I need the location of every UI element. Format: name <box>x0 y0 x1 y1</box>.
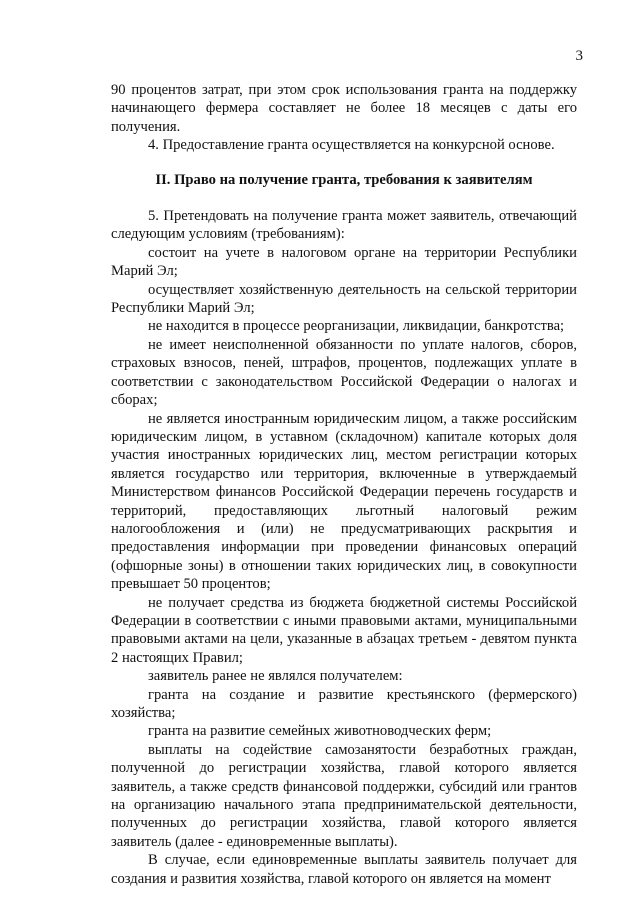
list-item-self-employment-payments: выплаты на содействие самозанятости безработных граждан, полученной до регистрации хозяйства, главой которого является заявитель, а также средств финансовой поддержки, субсидий или грантов на организацию начального этапа предпринимательской деятельности, полученных до регистрации хозяйства, главой которого является заявитель (далее - единовременные выплаты). <box>111 741 577 850</box>
condition-tax-registration: состоит на учете в налоговом органе на территории Республики Марий Эл; <box>111 244 577 280</box>
condition-no-budget-funds: не получает средства из бюджета бюджетной системы Российской Федерации в соответствии с иными правовыми актами, муниципальными правовыми актами на цели, указанные в абзацах третьем - девятом пункта 2 настоящих Правил; <box>111 594 577 666</box>
document-body <box>111 81 577 888</box>
condition-not-foreign-entity: не является иностранным юридическим лицом, а также российским юридическим лицом, в уставном (складочном) капитале которых доля участия иностранных юридических лиц, местом регистрации которых является государство или территория, включенные в утверждаемый Министерством финансов Российской Федерации перечень государств и территорий, предоставляющих льготный налоговый режим налогообложения и (или) не предусматривающих раскрытия и предоставления информации при проведении финансовых операций (офшорные зоны) в отношении таких юридических лиц, в совокупности превышает 50 процентов; <box>111 410 577 593</box>
paragraph-one-time-payments: В случае, если единовременные выплаты заявитель получает для создания и развития хозяйства, главой которого он является на момент <box>111 852 577 887</box>
condition-rural-activity: осуществляет хозяйственную деятельность на сельской территории Республики Марий Эл; <box>111 281 577 317</box>
condition-no-tax-debt: не имеет неисполненной обязанности по уплате налогов, сборов, страховых взносов, пеней, штрафов, процентов, подлежащих уплате в соответствии с законодательством Российской Федерации о налогах и сборах; <box>111 336 577 409</box>
page-number: 3 <box>575 48 583 64</box>
condition-not-previous-recipient: заявитель ранее не являлся получателем: <box>148 668 403 685</box>
paragraph-continuation: 90 процентов затрат, при этом срок использования гранта на поддержку начинающего фермера составляет не более 18 месяцев с даты его получения. <box>111 82 577 135</box>
condition-no-reorganization: не находится в процессе реорганизации, ликвидации, банкротства; <box>148 318 565 335</box>
list-item-farm-grant: гранта на создание и развитие крестьянского (фермерского) хозяйства; <box>111 686 577 721</box>
paragraph-item-5: 5. Претендовать на получение гранта может заявитель, отвечающий следующим условиям (требованиям): <box>111 208 577 243</box>
section-heading: II. Право на получение гранта, требования к заявителям <box>155 171 533 188</box>
paragraph-item-4: 4. Предоставление гранта осуществляется на конкурсной основе. <box>148 137 555 154</box>
list-item-family-farm-grant: гранта на развитие семейных животноводческих ферм; <box>148 723 492 740</box>
